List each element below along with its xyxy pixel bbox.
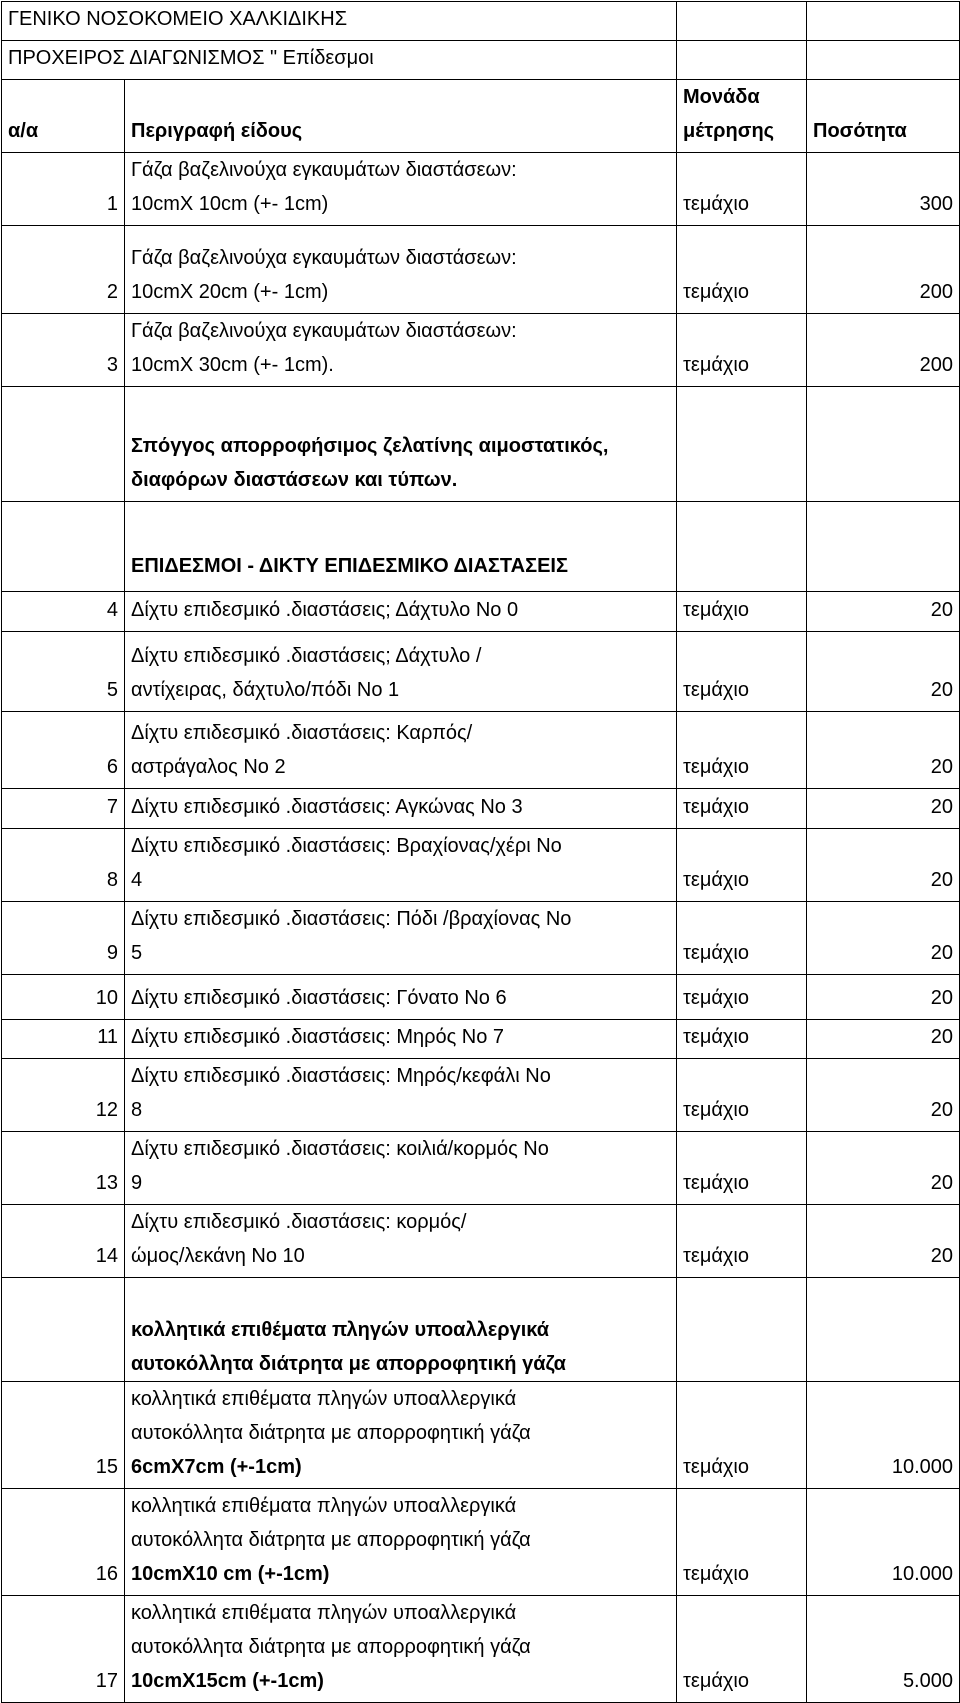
row-description[interactable]: Δίχτυ επιδεσμικό .διαστάσεις: Μηρός Νο 7 [125,1020,677,1059]
description-line: αυτοκόλλητα διάτρητα με απορροφητική γάζα [131,1529,531,1551]
row-number[interactable]: 13 [2,1132,125,1205]
description-line: κολλητικά επιθέματα πληγών υποαλλεργικά [131,1602,517,1624]
row-description[interactable] [125,632,677,712]
row-unit[interactable]: τεμάχιο [677,712,807,789]
row-quantity[interactable]: 200 [807,314,960,387]
row-unit[interactable]: τεμάχιο [677,226,807,314]
empty-cell[interactable] [807,2,960,41]
row-quantity[interactable]: 20 [807,632,960,712]
row-number[interactable]: 14 [2,1205,125,1278]
description-line: Δίχτυ επιδεσμικό .διαστάσεις: κοιλιά/κορμός Νο [131,1138,549,1160]
section-row [2,387,960,502]
tender-subtitle[interactable]: ΠΡΟΧΕΙΡΟΣ ΔΙΑΓΩΝΙΣΜΟΣ " Επίδεσμοι [2,41,677,80]
row-quantity[interactable]: 300 [807,153,960,226]
title-row [2,2,960,41]
row-unit[interactable]: τεμάχιο [677,1382,807,1489]
description-line: Δίχτυ επιδεσμικό .διαστάσεις: Βραχίονας/χέρι Νο [131,835,562,857]
description-line: διαφόρων διαστάσεων και τύπων. [131,469,458,491]
row-unit[interactable]: τεμάχιο [677,632,807,712]
table-row [2,1489,960,1596]
row-number[interactable]: 16 [2,1489,125,1596]
description-line: 10cmX 30cm (+- 1cm). [131,354,334,376]
description-line: 5 [131,942,143,964]
row-quantity[interactable]: 20 [807,1132,960,1205]
row-number[interactable]: 12 [2,1059,125,1132]
row-number[interactable] [2,502,125,592]
description-line: αντίχειρας, δάχτυλο/πόδι Νο 1 [131,679,400,701]
row-quantity[interactable] [807,1278,960,1382]
row-description[interactable] [125,1382,677,1489]
description-line: 10cmX 20cm (+- 1cm) [131,281,329,303]
row-description[interactable] [125,226,677,314]
description-line: Δίχτυ επιδεσμικό .διαστάσεις; Δάχτυλο / [131,645,482,667]
empty-cell[interactable] [677,2,807,41]
row-quantity[interactable] [807,502,960,592]
description-line: Δίχτυ επιδεσμικό .διαστάσεις: Μηρός/κεφάλι Νο [131,1065,551,1087]
row-unit[interactable]: τεμάχιο [677,153,807,226]
row-number[interactable]: 10 [2,975,125,1020]
description-line: Δίχτυ επιδεσμικό .διαστάσεις: Πόδι /βραχίονας Νο [131,908,572,930]
row-description[interactable] [125,314,677,387]
row-description[interactable] [125,1205,677,1278]
table-row [2,226,960,314]
row-description[interactable]: Δίχτυ επιδεσμικό .διαστάσεις: Αγκώνας Νο 3 [125,789,677,829]
row-unit[interactable] [677,502,807,592]
row-number[interactable]: 6 [2,712,125,789]
table-row [2,902,960,975]
description-line: αυτοκόλλητα διάτρητα με απορροφητική γάζα [131,1422,531,1444]
description-line: αυτοκόλλητα διάτρητα με απορροφητική γάζα [131,1353,566,1375]
empty-cell[interactable] [677,41,807,80]
header-description[interactable]: Περιγραφή είδους [125,80,677,153]
description-line: Γάζα βαζελινούχα εγκαυμάτων διαστάσεων: [131,159,517,181]
row-unit[interactable]: τεμάχιο [677,829,807,902]
row-quantity[interactable]: 200 [807,226,960,314]
description-line: Γάζα βαζελινούχα εγκαυμάτων διαστάσεων: [131,320,517,342]
row-unit[interactable]: τεμάχιο [677,592,807,632]
row-number[interactable] [2,1278,125,1382]
header-no[interactable]: α/α [2,80,125,153]
row-unit[interactable]: τεμάχιο [677,975,807,1020]
section-heading[interactable] [125,387,677,502]
row-number[interactable]: 17 [2,1596,125,1703]
row-quantity[interactable]: 10.000 [807,1382,960,1489]
row-description[interactable] [125,1596,677,1703]
table-row [2,632,960,712]
section-row [2,1278,960,1382]
header-unit-line-2: μέτρησης [683,120,775,142]
subtitle-row [2,41,960,80]
row-quantity[interactable] [807,387,960,502]
row-unit[interactable]: τεμάχιο [677,902,807,975]
row-quantity[interactable]: 20 [807,1059,960,1132]
hospital-title[interactable]: ΓΕΝΙΚΟ ΝΟΣΟΚΟΜΕΙΟ ΧΑΛΚΙΔΙΚΗΣ [2,2,677,41]
row-number[interactable]: 4 [2,592,125,632]
description-line: 10cmX10 cm (+-1cm) [131,1563,330,1585]
description-line: 9 [131,1172,143,1194]
row-unit[interactable] [677,1278,807,1382]
row-description[interactable] [125,902,677,975]
header-quantity[interactable]: Ποσότητα [807,80,960,153]
description-line: Δίχτυ επιδεσμικό .διαστάσεις: Καρπός/ [131,722,473,744]
row-quantity[interactable]: 20 [807,829,960,902]
row-description[interactable] [125,153,677,226]
row-description[interactable] [125,829,677,902]
row-unit[interactable]: τεμάχιο [677,314,807,387]
header-row [2,80,960,153]
description-line: 4 [131,869,143,891]
table-row [2,1382,960,1489]
row-unit[interactable]: τεμάχιο [677,1489,807,1596]
table-row [2,1020,960,1059]
section-heading[interactable] [125,1278,677,1382]
row-unit[interactable]: τεμάχιο [677,1020,807,1059]
row-unit[interactable]: τεμάχιο [677,1132,807,1205]
row-quantity[interactable]: 20 [807,1020,960,1059]
table-row [2,789,960,829]
row-unit[interactable]: τεμάχιο [677,1205,807,1278]
row-number[interactable]: 3 [2,314,125,387]
row-number[interactable] [2,387,125,502]
row-quantity[interactable]: 20 [807,975,960,1020]
row-number[interactable]: 9 [2,902,125,975]
description-line: ώμος/λεκάνη Νο 10 [131,1245,305,1267]
row-description[interactable]: Δίχτυ επιδεσμικό .διαστάσεις; Δάχτυλο Νο 0 [125,592,677,632]
row-quantity[interactable]: 20 [807,1205,960,1278]
row-quantity[interactable]: 10.000 [807,1489,960,1596]
description-line: Σπόγγος απορροφήσιμος ζελατίνης αιμοστατικός, [131,435,609,457]
row-quantity[interactable]: 20 [807,902,960,975]
section-heading[interactable]: ΕΠΙΔΕΣΜΟΙ - ΔΙΚΤΥ ΕΠΙΔΕΣΜΙΚΟ ΔΙΑΣΤΑΣΕΙΣ [125,502,677,592]
row-description[interactable] [125,712,677,789]
description-line: κολλητικά επιθέματα πληγών υποαλλεργικά [131,1319,550,1341]
table-row [2,153,960,226]
row-number[interactable]: 1 [2,153,125,226]
section-row [2,502,960,592]
table-row [2,829,960,902]
table-row [2,1132,960,1205]
row-description[interactable] [125,1059,677,1132]
header-unit[interactable] [677,80,807,153]
empty-cell[interactable] [807,41,960,80]
row-description[interactable] [125,1132,677,1205]
description-line: Δίχτυ επιδεσμικό .διαστάσεις: κορμός/ [131,1211,467,1233]
row-description[interactable]: Δίχτυ επιδεσμικό .διαστάσεις: Γόνατο Νο 6 [125,975,677,1020]
description-line: αυτοκόλλητα διάτρητα με απορροφητική γάζα [131,1636,531,1658]
row-number[interactable]: 7 [2,789,125,829]
tender-table [1,1,960,1703]
row-number[interactable]: 15 [2,1382,125,1489]
row-number[interactable]: 2 [2,226,125,314]
row-quantity[interactable]: 20 [807,712,960,789]
row-quantity[interactable]: 5.000 [807,1596,960,1703]
table-row [2,1205,960,1278]
row-number[interactable]: 11 [2,1020,125,1059]
table-row [2,712,960,789]
description-line: Γάζα βαζελινούχα εγκαυμάτων διαστάσεων: [131,247,517,269]
description-line: κολλητικά επιθέματα πληγών υποαλλεργικά [131,1495,517,1517]
row-number[interactable]: 8 [2,829,125,902]
description-line: αστράγαλος Νο 2 [131,756,286,778]
row-quantity[interactable]: 20 [807,789,960,829]
row-description[interactable] [125,1489,677,1596]
row-quantity[interactable]: 20 [807,592,960,632]
table-row [2,1059,960,1132]
row-number[interactable]: 5 [2,632,125,712]
description-line: κολλητικά επιθέματα πληγών υποαλλεργικά [131,1388,517,1410]
row-unit[interactable]: τεμάχιο [677,1596,807,1703]
table-row [2,975,960,1020]
description-line: 10cmX15cm (+-1cm) [131,1670,324,1692]
description-line: 10cmX 10cm (+- 1cm) [131,193,329,215]
header-unit-line-1: Μονάδα [683,86,760,108]
table-row [2,592,960,632]
row-unit[interactable]: τεμάχιο [677,789,807,829]
description-line: 8 [131,1099,143,1121]
row-unit[interactable] [677,387,807,502]
table-row [2,314,960,387]
row-unit[interactable]: τεμάχιο [677,1059,807,1132]
table-row [2,1596,960,1703]
description-line: 6cmX7cm (+-1cm) [131,1456,302,1478]
